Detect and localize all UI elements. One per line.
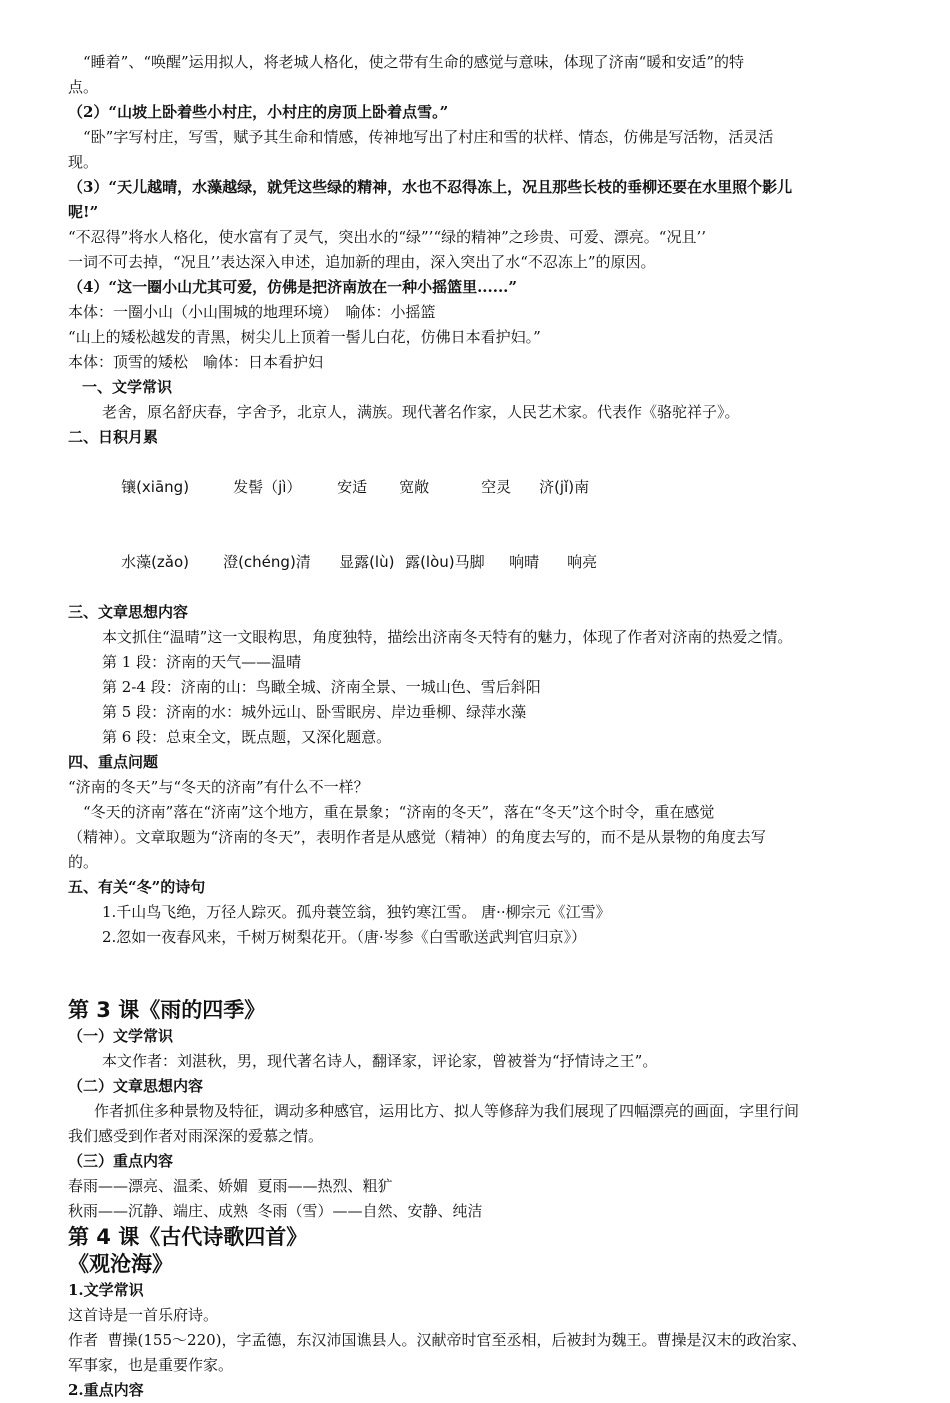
section-heading: （一）文学常识	[68, 1027, 174, 1045]
lesson-title: 第 4 课《古代诗歌四首》	[68, 1225, 308, 1249]
poem-line: 2.忽如一夜春风来，千树万树梨花开。（唐·岑参《白雪歌送武判官归京》）	[102, 928, 587, 946]
paragraph: 第 6 段：总束全文，既点题，又深化题意。	[102, 728, 392, 746]
paragraph: “不忍得”将水人格化，使水富有了灵气，突出水的“绿”’“绿的精神”之珍贵、可爱、漂亮。“况且’’	[68, 228, 706, 246]
paragraph: “冬天的济南”落在“济南”这个地方，重在景象；“济南的冬天”，落在“冬天”这个时令，重在感觉	[68, 803, 715, 821]
paragraph: （精神）。文章取题为“济南的冬天”，表明作者是从感觉（精神）的角度去写的，而不是从景物的角度去写	[68, 828, 766, 846]
vocab-item: 显露(lù)	[339, 553, 395, 571]
paragraph: 秋雨——沉静、端庄、成熟 冬雨（雪）——自然、安静、纯洁	[68, 1202, 483, 1220]
section-heading: 二、日积月累	[68, 428, 159, 446]
section-heading: （二）文章思想内容	[68, 1077, 204, 1095]
section-heading: 三、文章思想内容	[68, 603, 189, 621]
paragraph: “山上的矮松越发的青黑，树尖儿上顶着一髻儿白花，仿佛日本看护妇。”	[68, 328, 541, 346]
paragraph: 作者抓住多种景物及特征，调动多种感官，运用比方、拟人等修辞为我们展现了四幅漂亮的画面，字里行间	[94, 1102, 800, 1120]
lesson-title: 第 3 课《雨的四季》	[68, 998, 266, 1022]
quote-heading: （2）“山坡上卧着些小村庄，小村庄的房顶上卧着点雪。”	[68, 103, 449, 121]
paragraph: 第 1 段：济南的天气——温晴	[102, 653, 302, 671]
paragraph: “济南的冬天”与“冬天的济南”有什么不一样？	[68, 778, 369, 796]
vocab-item: 济(jǐ)南	[539, 478, 590, 496]
section-heading: 2.重点内容	[68, 1381, 144, 1399]
section-heading: 一、文学常识	[82, 378, 173, 396]
section-heading: 四、重点问题	[68, 753, 159, 771]
paragraph: 本文作者：刘湛秋，男，现代著名诗人，翻译家，评论家，曾被誉为“抒情诗之王”。	[102, 1052, 658, 1070]
section-heading: 五、有关“冬”的诗句	[68, 878, 206, 896]
paragraph: 现。	[68, 153, 99, 171]
section-heading: （三）重点内容	[68, 1152, 174, 1170]
document-page	[68, 50, 884, 1403]
vocab-item: 安适	[337, 478, 368, 496]
paragraph: “睡着”、“唤醒”运用拟人，将老城人格化，使之带有生命的感觉与意味，体现了济南“暖和安适”的特	[68, 53, 745, 71]
vocab-item: 水藻(zǎo)	[121, 553, 190, 571]
vocab-item: 澄(chéng)清	[223, 553, 311, 571]
vocab-row	[68, 450, 884, 525]
vocab-item: 露(lòu)马脚	[405, 553, 485, 571]
paragraph: 第 2-4 段：济南的山：鸟瞰全城、济南全景、一城山色、雪后斜阳	[102, 678, 541, 696]
section-heading: 1.文学常识	[68, 1281, 144, 1299]
quote-heading: 呢!”	[68, 203, 99, 221]
vocab-item: 发髻（jì）	[233, 478, 302, 496]
paragraph: 本体：一圈小山（小山围城的地理环境） 喻体：小摇篮	[68, 303, 436, 321]
vocab-item: 空灵	[481, 478, 512, 496]
spacer	[68, 950, 884, 997]
paragraph: 的。	[68, 853, 99, 871]
paragraph: 老舍，原名舒庆春，字舍予，北京人，满族。现代著名作家，人民艺术家。代表作《骆驼祥子》。	[102, 403, 740, 421]
paragraph: 本文抓住“温晴”这一文眼构思，角度独特，描绘出济南冬天特有的魅力，体现了作者对济南的热爱之情。	[102, 628, 793, 646]
paragraph: 作者 曹操(155～220)，字孟德，东汉沛国谯县人。汉献帝时官至丞相，后被封为魏王。曹操是汉末的政治家、	[68, 1331, 807, 1349]
paragraph: 第 5 段：济南的水：城外远山、卧雪眠房、岸边垂柳、绿萍水藻	[102, 703, 527, 721]
paragraph: 这首诗是一首乐府诗。	[68, 1306, 219, 1324]
vocab-item: 宽敞	[399, 478, 430, 496]
poem-line: 1.千山鸟飞绝，万径人踪灭。孤舟蓑笠翁，独钓寒江雪。 唐··柳宗元《江雪》	[102, 903, 611, 921]
paragraph: 一词不可去掉，“况且’’表达深入申述，追加新的理由，深入突出了水“不忍冻上”的原因。	[68, 253, 656, 271]
poem-title: 《观沧海》	[68, 1252, 173, 1276]
quote-heading: （4）“这一圈小山尤其可爱，仿佛是把济南放在一种小摇篮里......”	[68, 278, 518, 296]
vocab-row	[68, 525, 884, 600]
paragraph: 春雨——漂亮、温柔、娇媚 夏雨——热烈、粗犷	[68, 1177, 393, 1195]
paragraph: 军事家，也是重要作家。	[68, 1356, 234, 1374]
quote-heading: （3）“天儿越晴，水藻越绿，就凭这些绿的精神，水也不忍得冻上，况且那些长枝的垂柳还要在水里照个影儿	[68, 178, 793, 196]
vocab-item: 镶(xiāng)	[121, 478, 190, 496]
paragraph: “卧”字写村庄，写雪，赋予其生命和情感，传神地写出了村庄和雪的状样、情态，仿佛是写活物，活灵活	[68, 128, 774, 146]
vocab-item: 响晴	[509, 553, 540, 571]
vocab-item: 响亮	[567, 553, 598, 571]
paragraph: 我们感受到作者对雨深深的爱慕之情。	[68, 1127, 324, 1145]
paragraph: 点。	[68, 78, 99, 96]
paragraph: 本体：顶雪的矮松 喻体：日本看护妇	[68, 353, 324, 371]
